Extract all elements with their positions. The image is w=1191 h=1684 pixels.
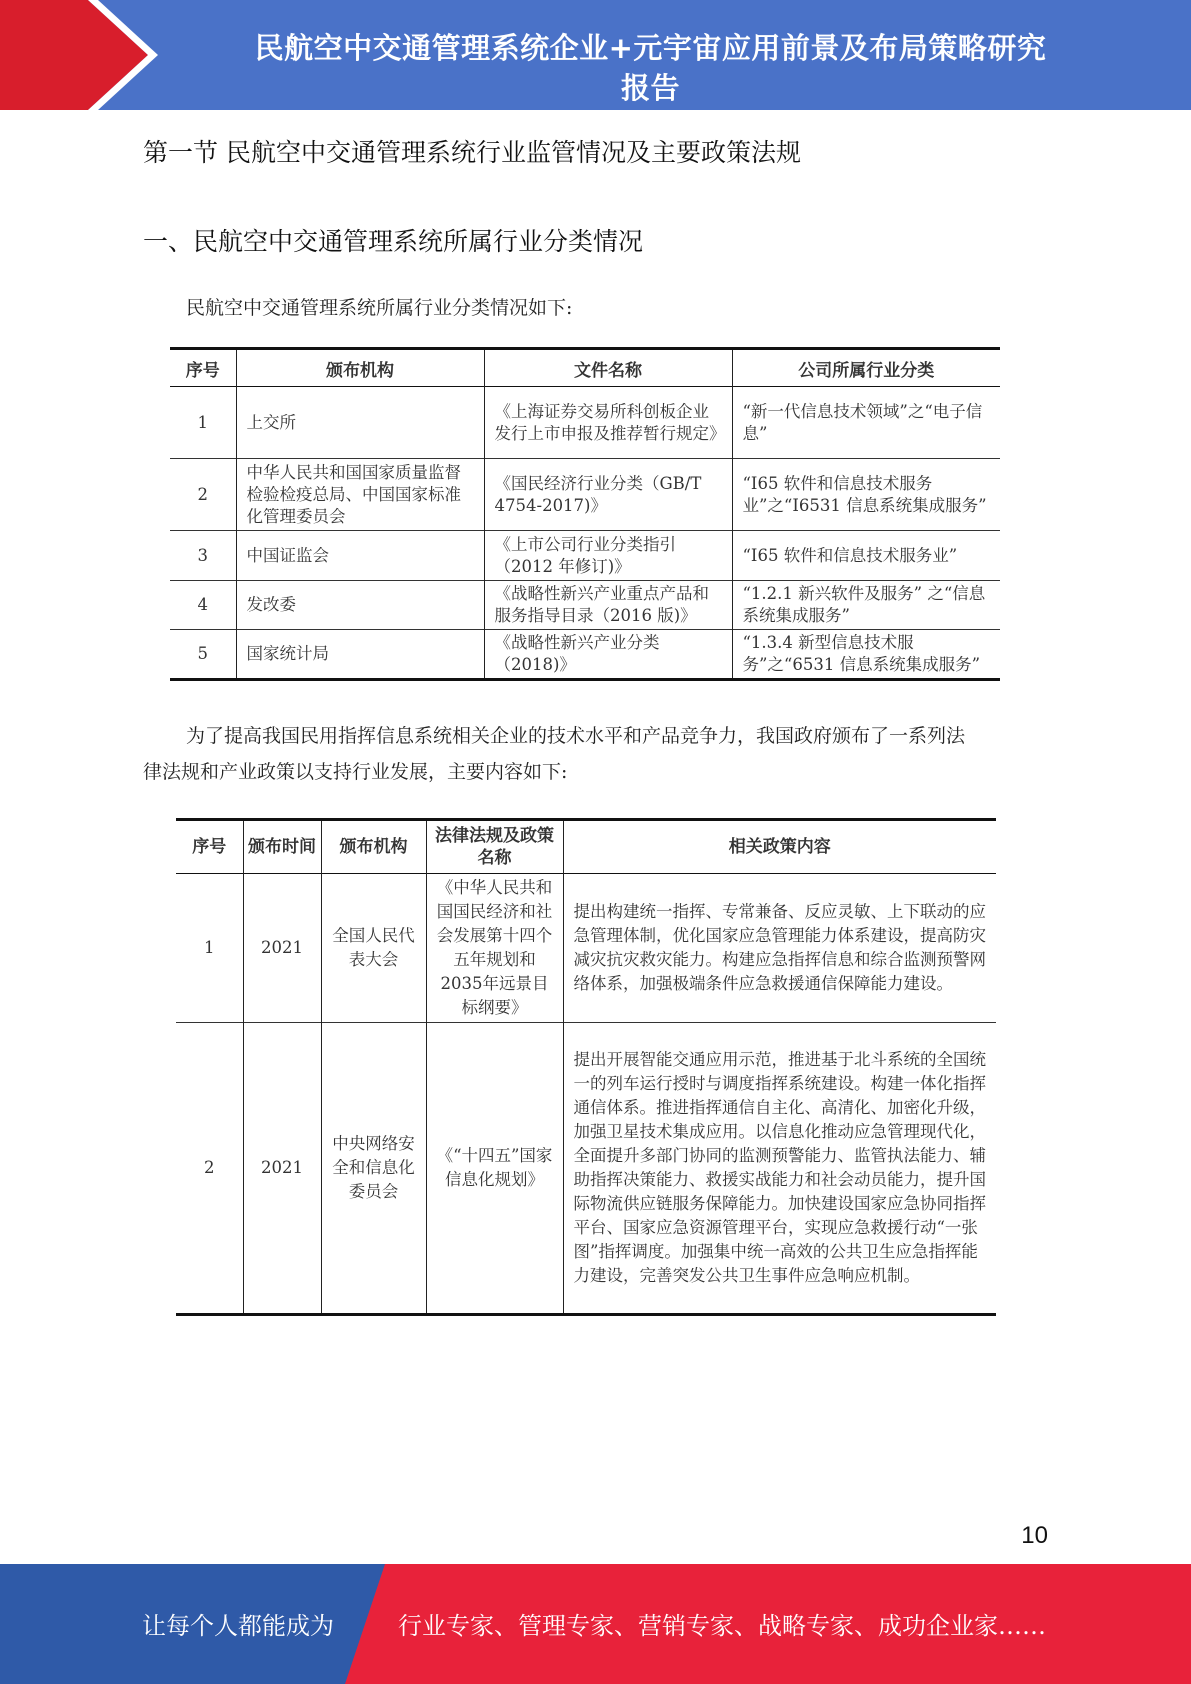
- industry-classification-table: [170, 347, 1000, 681]
- row-class: “I65 软件和信息技术服务业”: [732, 531, 1000, 581]
- footer-slogan-left: 让每个人都能成为: [142, 1612, 334, 1640]
- row-no: 2: [176, 1023, 243, 1315]
- table-row: [170, 531, 1000, 581]
- col-header-no: 序号: [170, 349, 236, 387]
- row-doc: 《战略性新兴产业重点产品和服务指导目录（2016 版)》: [484, 581, 732, 630]
- col-header-doc: 文件名称: [484, 349, 732, 387]
- row-no: 1: [176, 874, 243, 1023]
- row-policy-name: 《“十四五”国家信息化规划》: [426, 1023, 563, 1315]
- row-org: 上交所: [236, 387, 484, 459]
- paragraph-line1: 为了提高我国民用指挥信息系统相关企业的技术水平和产品竞争力，我国政府颁布了一系列法: [186, 725, 966, 747]
- footer-slogan-right: 行业专家、管理专家、营销专家、战略专家、成功企业家……: [398, 1612, 1046, 1640]
- row-no: 4: [170, 581, 236, 630]
- col-header-no: 序号: [176, 820, 243, 874]
- report-title-line2: 报告: [620, 71, 680, 105]
- table-header-row: [176, 820, 996, 874]
- col-header-org: 颁布机构: [321, 820, 426, 874]
- sub-title: 一、民航空中交通管理系统所属行业分类情况: [143, 227, 644, 256]
- col-header-class: 公司所属行业分类: [732, 349, 1000, 387]
- row-doc: 《上市公司行业分类指引（2012 年修订)》: [484, 531, 732, 581]
- section-title: 第一节 民航空中交通管理系统行业监管情况及主要政策法规: [143, 138, 801, 167]
- row-content: 提出构建统一指挥、专常兼备、反应灵敏、上下联动的应急管理体制，优化国家应急管理能力体系建设，提高防灾减灾抗灾救灾能力。构建应急指挥信息和综合监测预警网络体系，加强极端条件应急救援通信保障能力建设。: [563, 874, 996, 1023]
- row-org: 发改委: [236, 581, 484, 630]
- table-row: [176, 1023, 996, 1315]
- report-title: [150, 28, 1151, 108]
- row-class: “1.2.1 新兴软件及服务” 之“信息系统集成服务”: [732, 581, 1000, 630]
- row-no: 3: [170, 531, 236, 581]
- table-row: [170, 459, 1000, 531]
- row-content: 提出开展智能交通应用示范，推进基于北斗系统的全国统一的列车运行授时与调度指挥系统建设。构建一体化指挥通信体系。推进指挥通信自主化、高清化、加密化升级，加强卫星技术集成应用。以信息化推动应急管理现代化，全面提升多部门协同的监测预警能力、监管执法能力、辅助指挥决策能力、救援实战能力和社会动员能力，提升国际物流供应链服务保障能力。加快建设国家应急协同指挥平台、国家应急资源管理平台，实现应急救援行动“一张图”指挥调度。加强集中统一高效的公共卫生应急指挥能力建设，完善突发公共卫生事件应急响应机制。: [563, 1023, 996, 1315]
- row-org: 中央网络安全和信息化委员会: [321, 1023, 426, 1315]
- row-org: 中华人民共和国国家质量监督检验检疫总局、中国国家标准化管理委员会: [236, 459, 484, 531]
- row-class: “I65 软件和信息技术服务业”之“I6531 信息系统集成服务”: [732, 459, 1000, 531]
- report-title-line1: 民航空中交通管理系统企业+元宇宙应用前景及布局策略研究: [254, 31, 1047, 65]
- row-policy-name: 《中华人民共和国国民经济和社会发展第十四个五年规划和2035年远景目标纲要》: [426, 874, 563, 1023]
- col-header-policy-name: 法律法规及政策名称: [426, 820, 563, 874]
- row-org: 全国人民代表大会: [321, 874, 426, 1023]
- row-class: “新一代信息技术领域”之“电子信息”: [732, 387, 1000, 459]
- row-org: 国家统计局: [236, 630, 484, 680]
- col-header-content: 相关政策内容: [563, 820, 996, 874]
- header-banner: [0, 0, 1191, 110]
- table-row: [170, 630, 1000, 680]
- page-number: 10: [1021, 1522, 1048, 1549]
- row-org: 中国证监会: [236, 531, 484, 581]
- policy-table: [176, 818, 996, 1316]
- col-header-year: 颁布时间: [243, 820, 321, 874]
- row-year: 2021: [243, 874, 321, 1023]
- paragraph-line2: 律法规和产业政策以支持行业发展，主要内容如下:: [143, 761, 568, 783]
- row-no: 5: [170, 630, 236, 680]
- row-no: 1: [170, 387, 236, 459]
- row-class: “1.3.4 新型信息技术服务”之“6531 信息系统集成服务”: [732, 630, 1000, 680]
- row-no: 2: [170, 459, 236, 531]
- row-doc: 《国民经济行业分类（GB/T 4754-2017)》: [484, 459, 732, 531]
- col-header-org: 颁布机构: [236, 349, 484, 387]
- row-year: 2021: [243, 1023, 321, 1315]
- policy-paragraph: [143, 718, 1043, 790]
- footer-banner: [0, 1564, 1191, 1684]
- table-row: [176, 874, 996, 1023]
- row-doc: 《战略性新兴产业分类（2018)》: [484, 630, 732, 680]
- intro-text: 民航空中交通管理系统所属行业分类情况如下:: [186, 297, 573, 319]
- table-row: [170, 387, 1000, 459]
- table-row: [170, 581, 1000, 630]
- row-doc: 《上海证券交易所科创板企业发行上市申报及推荐暂行规定》: [484, 387, 732, 459]
- table-header-row: [170, 349, 1000, 387]
